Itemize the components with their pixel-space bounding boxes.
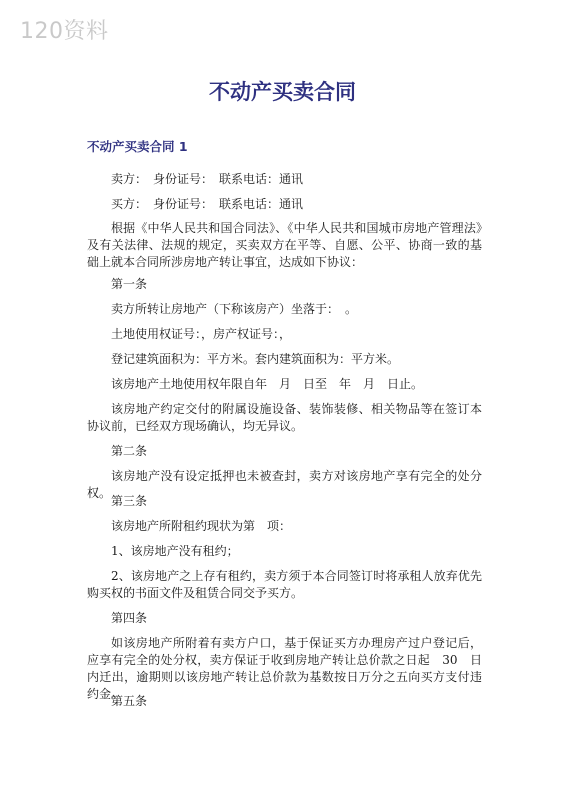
article-paragraph: 土地使用权证号：，房产权证号：， bbox=[111, 327, 292, 341]
watermark-text: 120资料 bbox=[20, 19, 109, 44]
article-heading: 第一条 bbox=[111, 277, 148, 291]
article-paragraph: 登记建筑面积为：平方米。套内建筑面积为：平方米。 bbox=[111, 352, 400, 366]
article-paragraph: 卖方所转让房地产（下称该房产）坐落于： 。 bbox=[111, 302, 358, 316]
article-paragraph: 该房地产所附租约现状为第 项： bbox=[111, 519, 292, 533]
article-heading: 第五条 bbox=[111, 694, 148, 708]
article-heading: 第四条 bbox=[111, 611, 148, 625]
buyer-line: 买方： 身份证号： 联系电话：通讯 bbox=[111, 197, 304, 211]
seller-line: 卖方： 身份证号： 联系电话：通讯 bbox=[111, 172, 304, 186]
article-paragraph: 2、该房地产之上存有租约，卖方须于本合同签订时将承租人放弃优先购买权的书面文件及租赁合同交予买方。 bbox=[87, 569, 482, 600]
article-paragraph: 1、该房地产没有租约； bbox=[111, 544, 239, 558]
section-heading: 不动产买卖合同 1 bbox=[87, 139, 188, 154]
document-title: 不动产买卖合同 bbox=[209, 80, 356, 104]
article-heading: 第二条 bbox=[111, 444, 148, 458]
preamble-paragraph: 根据《中华人民共和国合同法》、《中华人民共和国城市房地产管理法》及有关法律、法规的规定，买卖双方在平等、自愿、公平、协商一致的基础上就本合同所涉房地产转让事宜，达成如下协议： bbox=[87, 221, 482, 269]
article-heading: 第三条 bbox=[111, 494, 148, 508]
article-paragraph: 该房地产没有设定抵押也未被查封，卖方对该房地产享有完全的处分权。 bbox=[87, 469, 482, 500]
article-paragraph: 该房地产土地使用权年限自年 月 日至 年 月 日止。 bbox=[111, 377, 424, 391]
article-paragraph: 如该房地产所附着有卖方户口，基于保证买方办理房产过户登记后，应享有完全的处分权，卖方保证于收到房地产转让总价款之日起 30 日内迁出，逾期则以该房地产转让总价款为基数按日万分之五向买方支付违约金。 bbox=[87, 636, 482, 701]
article-paragraph: 该房地产约定交付的附属设施设备、装饰装修、相关物品等在签订本协议前，已经双方现场确认，均无异议。 bbox=[87, 402, 482, 433]
